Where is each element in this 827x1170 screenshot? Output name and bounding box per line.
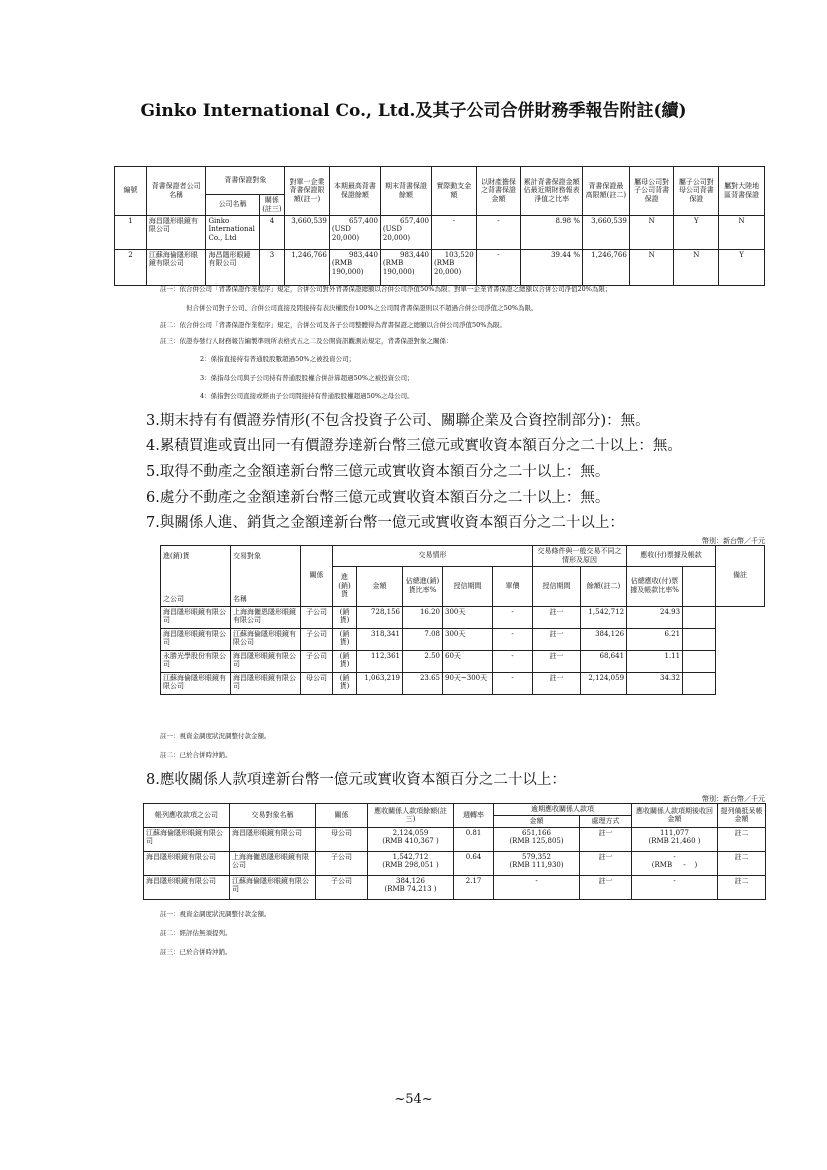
cell-collateral: - [476,249,521,285]
header-max-limit: 背書保證最高限額(註二) [583,167,630,216]
cell-relation: 子公司 [316,875,368,899]
cell-remark [683,650,716,672]
header-relation: 關係 [316,804,368,828]
table-row [161,606,765,628]
cell-credit: 90天~300天 [443,672,493,694]
cell-company: 海昌隱形眼鏡有限公司 [161,606,231,628]
cell-amount: 728,156 [357,606,403,628]
cell-relation: 子公司 [316,851,368,875]
cell-price: - [493,628,533,650]
cell-allowance: 註二 [718,827,766,851]
table-row [161,650,765,672]
sales-note-2: 註二：已於合併時沖銷。 [160,751,232,759]
cell-max-value: 983,440 [348,250,378,259]
header-overdue: 逾期應收關係人款項 [494,804,632,816]
cell-max-sub: (USD 20,000) [331,225,360,242]
cell-max-limit: 1,246,766 [583,249,630,285]
guarantee-note-1: 註一：依合併公司「背書保證作業程序」規定，合併公司對外背書保證總額以合併公司淨值50%為限；對單一企業背書保證之總額以合併公司淨值20%為限； [160,285,612,293]
cell-turnover: 2.17 [454,875,494,899]
cell-company: 海昌隱形眼鏡有限公司 [144,875,230,899]
cell-recovered [632,875,718,899]
cell-recovered [632,851,718,875]
section-3: 3.期末持有有價證券情形(不包含投資子公司、關聯企業及合資控制部分)：無。 [146,413,650,429]
header-direction: 進(銷)貨 [333,566,357,606]
cell-company: 海昌隱形眼鏡有限公司 [144,851,230,875]
sales-note-1: 註一：視資金調度狀況調整付款金額。 [160,732,271,740]
cell-overdue-method: 註一 [580,875,632,899]
header-company-bottom: 之公司 [161,594,231,606]
table-row [144,875,766,899]
cell-abnormal-credit: 註一 [533,672,581,694]
cell-ratio: 7.08 [403,628,443,650]
header-collateral: 以財產擔保之背書保證金額 [476,167,521,216]
cell-p2s: N [629,215,674,249]
cell-actual-sub: (RMB 20,000) [433,259,462,276]
header-abnormal-credit: 授信期間 [533,566,581,606]
cell-turnover: 0.64 [454,851,494,875]
cell-actual-value: 103,520 [444,250,474,259]
cell-balance [368,851,454,875]
cell-end-value: 657,400 [400,216,429,225]
cell-china: N [719,215,765,249]
section-5: 5.取得不動產之金額達新台幣三億元或實收資本額百分之二十以上：無。 [146,464,610,480]
guarantee-note-5: 2：係指直接持有普通股股數超過50%之被投資公司； [200,355,356,363]
cell-p2s: N [629,249,674,285]
guarantee-note-6: 3：係指母公司與子公司持有普通股股權合併計算超過50%之被投資公司； [200,374,414,382]
table-row [115,215,765,249]
cell-ratio: 8.98 % [521,215,583,249]
cell-relation: 子公司 [301,650,333,672]
cell-guarantor: 海昌隱形眼鏡有限公司 [146,215,206,249]
cell-actual-value: - [452,216,455,225]
cell-limit: 3,660,539 [285,215,330,249]
cell-ratio: 16.20 [403,606,443,628]
header-transaction: 交易情形 [333,546,533,567]
cell-remark [683,628,716,650]
cell-end [380,249,431,285]
section-7: 7.與關係人進、銷貨之金額達新台幣一億元或實收資本額百分之二十以上： [146,515,624,531]
header-counterparty: 交易對象名稱 [230,804,316,828]
cell-counterparty: 上海海儷恩隱形眼鏡有限公司 [231,606,301,628]
cell-overdue-value: - [535,876,538,885]
cell-direction: (銷貨) [333,628,357,650]
header-counterparty-spacer [231,566,301,594]
cell-end-sub: (RMB 190,000) [382,259,415,276]
header-amount: 金額 [357,566,403,606]
cell-allowance: 註二 [718,851,766,875]
header-turnover: 週轉率 [454,804,494,828]
header-relation: 關係(註三) [259,195,285,216]
guarantee-note-7: 4：係指對公司直接或經由子公司間接持有普通股股權超過50%之母公司。 [200,392,414,400]
cell-counterparty: 江蘇海倫隱形眼鏡有限公司 [230,875,316,899]
cell-abnormal-credit: 註一 [533,628,581,650]
section-4: 4.累積買進或賣出同一有價證券達新台幣三億元或實收資本額百分之二十以上：無。 [146,438,682,454]
cell-turnover: 0.81 [454,827,494,851]
cell-company: 永勝光學股份有限公司 [161,650,231,672]
cell-overdue-sub: (RMB 111,930) [509,861,564,870]
cell-china: Y [719,249,765,285]
cell-balance: 68,641 [581,650,627,672]
cell-direction: (銷貨) [333,650,357,672]
cell-recovered-sub: (RMB - ) [651,861,698,870]
cell-max [329,215,380,249]
cell-company: 江蘇海倫隱形眼鏡有限公司 [161,672,231,694]
cell-collateral: - [476,215,521,249]
header-company-spacer [161,566,231,594]
cell-no: 1 [115,215,147,249]
cell-recovered-value: 111,077 [660,828,689,837]
cell-party: 海昌隱形眼鏡有限公司 [206,249,259,285]
cell-balance-ratio: 6.21 [627,628,683,650]
cell-relation: 3 [259,249,285,285]
header-unit-price: 單價 [493,566,533,606]
cell-price: - [493,606,533,628]
cell-balance-value: 1,542,712 [392,852,429,861]
receivable-note-1: 註一：視資金調度狀況調整付款金額。 [160,910,271,918]
cell-party: Ginko International Co., Ltd [206,215,259,249]
header-limit-single: 對單一企業背書保證限額(註一) [285,167,330,216]
page-title: Ginko International Co., Ltd.及其子公司合併財務季報告附註(續) [140,101,687,121]
cell-relation: 4 [259,215,285,249]
table-row [161,672,765,694]
sales-unit: 幣別：新台幣／千元 [702,537,765,545]
cell-s2p: Y [674,215,719,249]
header-party-name: 公司名稱 [206,195,259,216]
cell-recovered-value: - [673,852,676,861]
cell-limit: 1,246,766 [285,249,330,285]
cell-s2p: N [674,249,719,285]
header-ratio: 累計背書保證金額佔最近期財務報表淨值之比率 [521,167,583,216]
header-china: 屬對大陸地區背書保證 [719,167,765,216]
header-ratio: 佔總進(銷)貨比率% [403,566,443,606]
header-abnormal: 交易條件與一般交易不同之情形及原因 [533,546,627,567]
cell-max-limit: 3,660,539 [583,215,630,249]
header-actual: 實際動支金額 [431,167,476,216]
header-overdue-method: 處理方式 [580,815,632,827]
cell-recovered-value: - [673,876,676,885]
cell-end-sub: (USD 20,000) [382,225,411,242]
cell-guarantor: 江蘇海倫隱形眼鏡有限公司 [146,249,206,285]
cell-balance: 2,124,059 [581,672,627,694]
cell-overdue-amount [494,851,580,875]
section-8: 8.應收關係人款項達新台幣一億元或實收資本額百分之二十以上： [146,772,566,788]
section-6: 6.處分不動產之金額達新台幣三億元或實收資本額百分之二十以上：無。 [146,490,610,506]
receivable-note-3: 註三：已於合併時沖銷。 [160,948,232,956]
cell-balance-ratio: 1.11 [627,650,683,672]
cell-ratio: 39.44 % [521,249,583,285]
cell-credit: 60天 [443,650,493,672]
cell-credit: 300天 [443,606,493,628]
header-parent-to-sub: 屬母公司對子公司背書保證 [629,167,674,216]
header-end-balance: 期末背書保證餘額 [380,167,431,216]
table-row [144,827,766,851]
cell-actual [431,249,476,285]
header-guarantor: 背書保證者公司名稱 [146,167,206,216]
cell-balance-ratio: 34.32 [627,672,683,694]
cell-counterparty: 海昌隱形眼鏡有限公司 [230,827,316,851]
cell-company: 江蘇海倫隱形眼鏡有限公司 [144,827,230,851]
sales-table [160,545,765,695]
cell-ratio: 2.50 [403,650,443,672]
cell-relation: 子公司 [301,628,333,650]
cell-abnormal-credit: 註一 [533,606,581,628]
cell-no: 2 [115,249,147,285]
cell-overdue-amount [494,827,580,851]
cell-overdue-amount [494,875,580,899]
cell-relation: 子公司 [301,606,333,628]
cell-overdue-sub: (RMB 125,805) [509,837,564,846]
cell-actual [431,215,476,249]
cell-balance: 1,542,712 [581,606,627,628]
header-receivable: 應收(付)票據及帳款 [627,546,716,567]
cell-credit: 300天 [443,628,493,650]
header-receivable-ratio: 佔總應收(付)票據及帳款比率% [627,566,683,606]
cell-counterparty: 上海海儷恩隱形眼鏡有限公司 [230,851,316,875]
cell-price: - [493,672,533,694]
header-credit: 授信期間 [443,566,493,606]
cell-balance-value: 2,124,059 [392,828,429,837]
cell-allowance: 註二 [718,875,766,899]
table-row [115,249,765,285]
header-remark: 備註 [716,546,765,607]
cell-balance-ratio: 24.93 [627,606,683,628]
cell-direction: (銷貨) [333,606,357,628]
header-relation: 關係 [301,546,333,607]
cell-balance-sub: (RMB 74,213 ) [384,885,437,894]
guarantee-table [114,166,765,286]
table-row [161,628,765,650]
header-recovered: 應收關係人款項期後收回金額 [632,804,718,828]
cell-company: 海昌隱形眼鏡有限公司 [161,628,231,650]
receivable-note-2: 註二：經評估無須提列。 [160,929,232,937]
header-party-group: 背書保證對象 [206,167,285,195]
cell-balance [368,875,454,899]
cell-end-value: 983,440 [400,250,429,259]
cell-abnormal-credit: 註一 [533,650,581,672]
cell-max [329,249,380,285]
guarantee-note-4: 註三：依證券發行人財務報告編製準則所表格式五之二及公開資訊觀測站規定，背書保證對象之關係： [160,337,453,345]
cell-price: - [493,650,533,672]
cell-amount: 112,361 [357,650,403,672]
cell-recovered [632,827,718,851]
cell-amount: 318,341 [357,628,403,650]
header-max-balance: 本期最高背書保證餘額 [329,167,380,216]
cell-balance [368,827,454,851]
header-no: 編號 [115,167,147,216]
cell-counterparty: 海昌隱形眼鏡有限公司 [231,672,301,694]
cell-relation: 母公司 [301,672,333,694]
guarantee-note-3: 註二：依合併公司「背書保證作業程序」規定，合併公司及各子公司整體得為背書保證之總額以合併公司淨值50%為限。 [160,321,506,329]
cell-max-value: 657,400 [348,216,378,225]
cell-counterparty: 海昌隱形眼鏡有限公司 [231,650,301,672]
guarantee-note-2: 但合併公司對子公司、合併公司直接及間接持有表決權股份100%之公司間背書保證則以不超過合併公司淨值之50%為限。 [186,304,538,312]
cell-counterparty: 江蘇海倫隱形眼鏡有限公司 [231,628,301,650]
cell-overdue-method: 註一 [580,851,632,875]
cell-remark [683,606,716,628]
cell-max-sub: (RMB 190,000) [331,259,364,276]
cell-relation: 母公司 [316,827,368,851]
cell-balance-sub: (RMB 410,367 ) [382,837,439,846]
table-row [144,851,766,875]
cell-recovered-sub: (RMB 21,460 ) [648,837,701,846]
header-balance: 餘額(註二) [581,566,627,606]
header-company: 帳列應收款項之公司 [144,804,230,828]
cell-balance-value: 384,126 [396,876,425,885]
cell-direction: (銷貨) [333,672,357,694]
receivable-table [143,803,766,900]
header-allowance: 提列備抵呆帳金額 [718,804,766,828]
cell-ratio: 23.65 [403,672,443,694]
header-counterparty-top: 交易對象 [231,546,301,567]
cell-balance-sub: (RMB 298,051 ) [382,861,439,870]
cell-balance: 384,126 [581,628,627,650]
cell-remark [683,672,716,694]
cell-amount: 1,063,219 [357,672,403,694]
cell-overdue-value: 579,352 [522,852,551,861]
cell-overdue-value: 651,166 [522,828,551,837]
cell-overdue-method: 註一 [580,827,632,851]
header-company-top: 進(銷)貨 [161,546,231,567]
header-counterparty-bottom: 名稱 [231,594,301,606]
header-sub-to-parent: 屬子公司對母公司背書保證 [674,167,719,216]
page-number: ~54~ [394,1092,433,1107]
header-overdue-amount: 金額 [494,815,580,827]
header-balance: 應收關係人款項餘額(註三) [368,804,454,828]
receivable-unit: 幣別：新台幣／千元 [702,795,765,803]
cell-end [380,215,431,249]
